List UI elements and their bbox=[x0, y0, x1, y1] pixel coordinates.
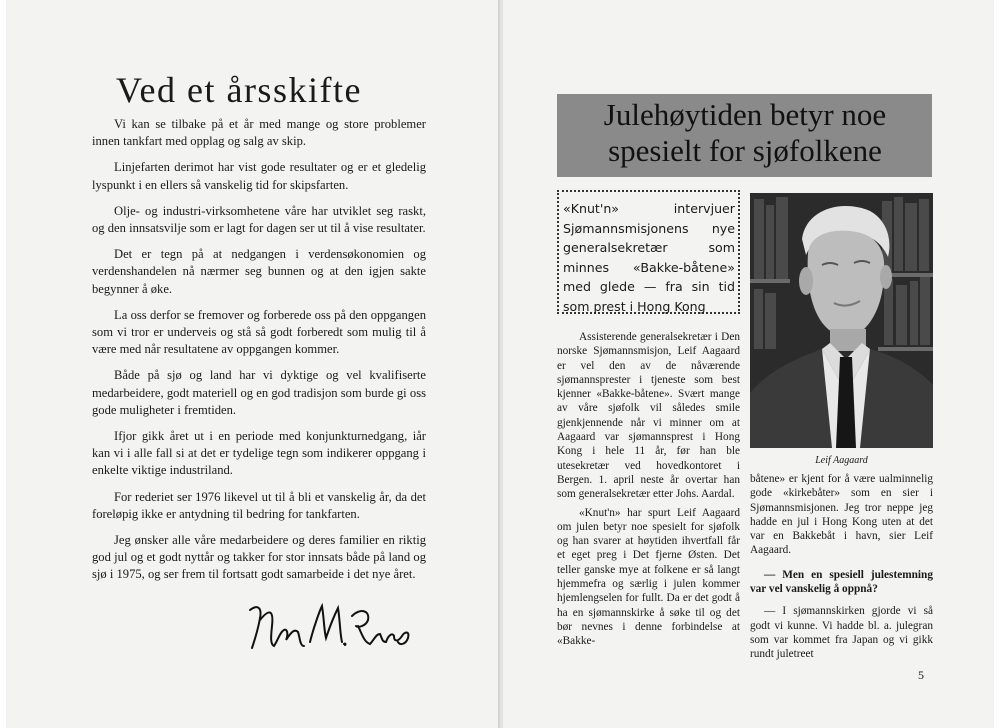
paragraph: Olje- og industri-virksomhetene våre har utviklet seg raskt, og den innsatsvilje som er lagt for dagen ser ut til å vise resultater. bbox=[92, 203, 426, 236]
paragraph: For rederiet ser 1976 likevel ut til å bli et vanskelig år, da det foreløpig ikke er antydning til bedring for tankfarten. bbox=[92, 489, 426, 521]
page-number: 5 bbox=[918, 668, 924, 682]
interview-answer: — I sjømannskirken gjorde vi så godt vi kunne. Vi hadde bl. a. julegran som var kommet fra Japan og vi gikk rundt juletreet bbox=[750, 605, 933, 661]
article-column-1 bbox=[557, 330, 740, 653]
handwritten-signature bbox=[244, 596, 414, 658]
article-headline: Julehøytiden betyr noe spesielt for sjøfolkene bbox=[603, 97, 887, 168]
portrait-photo bbox=[750, 193, 933, 448]
paragraph: «Knut'n» har spurt Leif Aagaard om julen betyr noe spesielt for sjøfolk og han svarer at høytiden ihvertfall får et eget preg i Det fjerne Østen. Det teller ganske mye at folkene er så langt hjemmefra og særlig i julen kommer hjemlengselen for fullt. Da er det godt å ha en sjømannskirke å søke til og det bør nevnes i denne forbindelse at «Bakke- bbox=[557, 506, 740, 648]
paragraph: Det er tegn på at nedgangen i verdensøkonomien og verdenshandelen nå nærmer seg bunnen og at den igjen sakte begynner å øke. bbox=[92, 247, 426, 296]
paragraph: Linjefarten derimot har vist gode resultater og er et gledelig lyspunkt i en ellers så vanskelig tid for skipsfarten. bbox=[92, 160, 426, 192]
paragraph: Ifjor gikk året ut i en periode med konjunkturnedgang, iår kan vi i alle fall si at det er tydelige tegn som indikerer oppgang i enkelte viktige industriland. bbox=[92, 429, 426, 478]
intro-text: «Knut'n» intervjuer Sjømannsmisjonens nye generalsekretær som minnes «Bakke-båtene» med glede — fra sin tid som prest i Hong Kong bbox=[563, 201, 735, 314]
left-page-body bbox=[92, 116, 426, 593]
paragraph: Jeg ønsker alle våre medarbeidere og deres familier en riktig god jul og et godt nyttår og takker for stor innsats både på land og sjø i 1975, og ser frem til fortsatt godt samarbeide i det nye året. bbox=[92, 533, 426, 582]
paragraph: Assisterende generalsekretær i Den norske Sjømannsmisjon, Leif Aagaard er vel den av de nåværende sjømannsprester i tjeneste som best kjenner «Bakke-båtene». Svært mange av våre sjøfolk vil således smile gjenkjennende når vi minner om at Aagaard var sjømannsprest i Hong Kong i hele 11 år, før han ble utesekretær ved hovedkontoret i Bergen. 1. april neste år overtar han som generalsekretær etter Johs. Aardal. bbox=[557, 331, 740, 501]
paragraph: Både på sjø og land har vi dyktige og vel kvalifiserte medarbeidere, godt materiell og en god tradisjon som burde gi oss gode muligheter i fremtiden. bbox=[92, 368, 426, 417]
photo-caption: Leif Aagaard bbox=[815, 455, 868, 466]
article-column-2 bbox=[750, 472, 933, 670]
paragraph: La oss derfor se fremover og forberede oss på den oppgangen som vi tror er underveis og stå så godt forberedt som mulig til å være med når resultatene av oppgangen kommer. bbox=[92, 307, 426, 357]
paragraph: Vi kan se tilbake på et år med mange og store problemer innen tankfart med opplag og salg av skip. bbox=[92, 117, 426, 149]
paragraph: båtene» er kjent for å være ualminnelig gode «kirkebåter» som en sier i Sjømannsmisjonen. Jeg tror neppe jeg hadde en jul i Hong Kong uten at det var en Bakkebåt i havn, sier Leif Aagaard. bbox=[750, 473, 933, 557]
interview-question: — Men en spesiell julestemning var vel vanskelig å oppnå? bbox=[750, 568, 933, 596]
left-page-title: Ved et årsskifte bbox=[116, 70, 362, 110]
